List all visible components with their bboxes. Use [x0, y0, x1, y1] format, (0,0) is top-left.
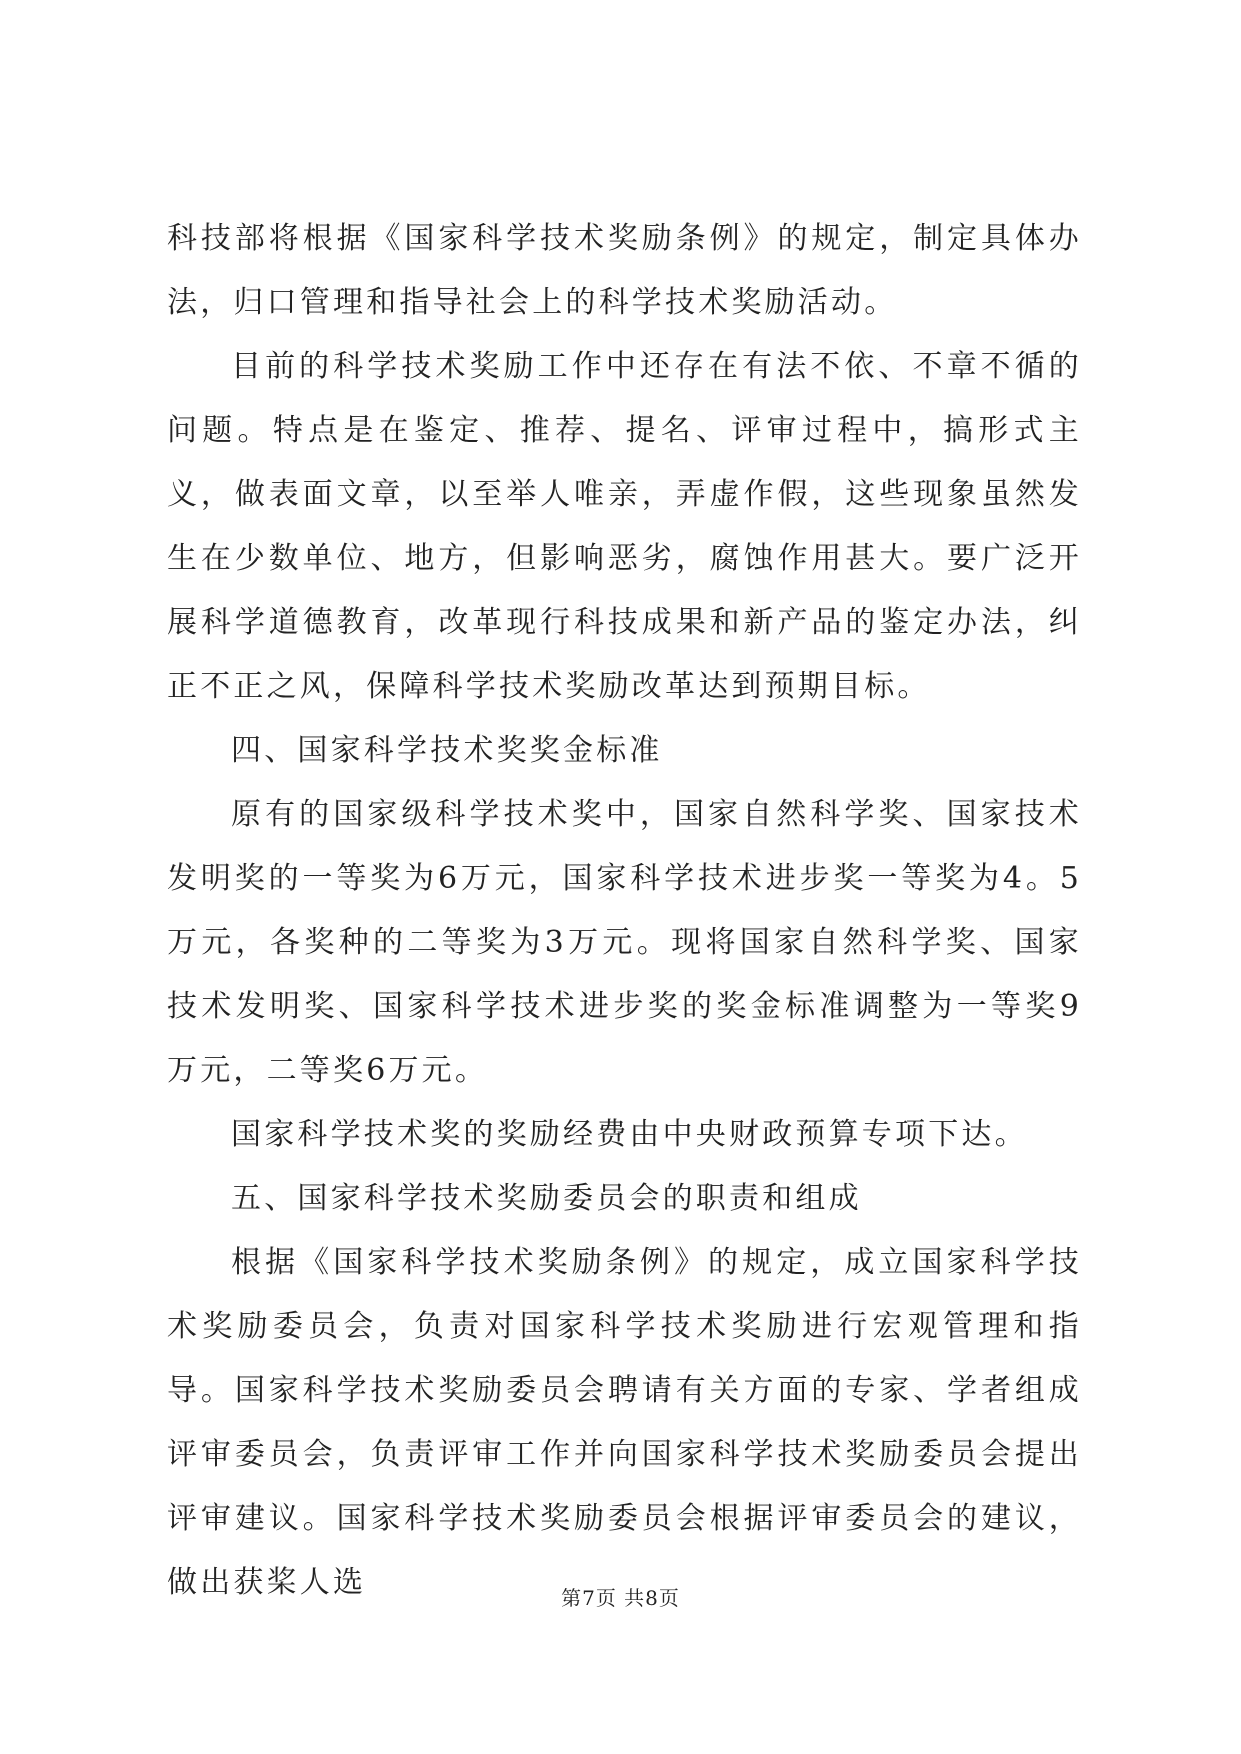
paragraph-3: 原有的国家级科学技术奖中，国家自然科学奖、国家技术发明奖的一等奖为6万元，国家科学技术进步奖一等奖为4。5万元，各奖种的二等奖为3万元。现将国家自然科学奖、国家技术发明奖、国家科学技术进步奖的奖金标准调整为一等奖9万元，二等奖6万元。 — [167, 797, 1082, 1088]
document-body — [167, 207, 1082, 1615]
paragraph-4: 国家科学技术奖的奖励经费由中央财政预算专项下达。 — [231, 1117, 1028, 1152]
section-heading-5: 五、国家科学技术奖励委员会的职责和组成 — [231, 1181, 862, 1216]
page-footer: 第7页 共8页 — [561, 1586, 680, 1610]
paragraph-5: 根据《国家科学技术奖励条例》的规定，成立国家科学技术奖励委员会，负责对国家科学技术奖励进行宏观管理和指导。国家科学技术奖励委员会聘请有关方面的专家、学者组成评审委员会，负责评审工作并向国家科学技术奖励委员会提出评审建议。国家科学技术奖励委员会根据评审委员会的建议，做出获桨人选 — [167, 1245, 1082, 1600]
section-heading-4: 四、国家科学技术奖奖金标准 — [231, 733, 663, 768]
paragraph-1: 科技部将根据《国家科学技术奖励条例》的规定，制定具体办法，归口管理和指导社会上的科学技术奖励活动。 — [167, 221, 1082, 320]
paragraph-2: 目前的科学技术奖励工作中还存在有法不依、不章不循的问题。特点是在鉴定、推荐、提名、评审过程中，搞形式主义，做表面文章，以至举人唯亲，弄虚作假，这些现象虽然发生在少数单位、地方，但影响恶劣，腐蚀作用甚大。要广泛开展科学道德教育，改革现行科技成果和新产品的鉴定办法，纠正不正之风，保障科学技术奖励改革达到预期目标。 — [167, 349, 1082, 704]
